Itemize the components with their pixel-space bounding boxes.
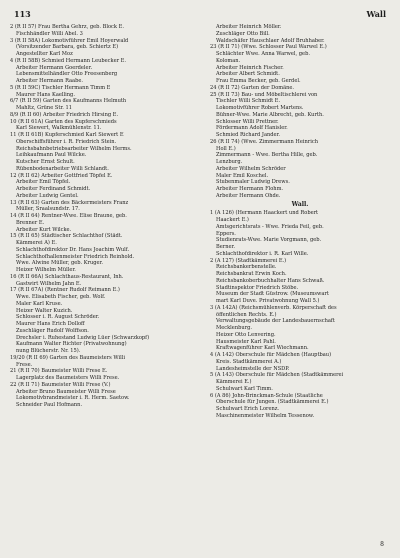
directory-entry-line: Arbeiter Bruno Baumeister Willi Frese [16, 388, 116, 395]
left-column [10, 24, 190, 409]
directory-entry-line: Lenzburg. [216, 159, 243, 165]
directory-entry-line: Kraftwagenführer Karl Wiechmann. [216, 345, 309, 352]
directory-entry-line: Drechsler i. Ruhestand Ludwig Lüer (Schwarzkopf) [16, 334, 150, 341]
directory-entry-line: Stadtinspektor Friedrich Stöbe. [216, 284, 299, 291]
directory-entry-line: Lagerplatz des Baumeisters Willi Frese. [16, 375, 120, 381]
section-heading: Wall. [291, 200, 309, 208]
directory-entry-line: 12 (R II 62) Arbeiter Gottfried Töpfel E. [10, 172, 113, 179]
directory-entry-line: Zuschläger Otto Bill. [216, 30, 270, 37]
directory-entry-line: Schlachthofdirektor i. R. Karl Wille. [216, 250, 309, 257]
page-number: 113 [14, 9, 31, 19]
directory-entry-line: Schlachthofhallenmeister Friedrich Reinhold. [16, 253, 135, 260]
directory-entry-line: Frese. [16, 361, 33, 368]
directory-entry-line: Wwe. Alwine Müller, geb. Kruger. [16, 260, 104, 267]
directory-entry-line: Arbeiter Hermann Raabe. [16, 78, 83, 84]
directory-entry-line: Lokomotivbrandmeister i. R. Herm. Saetow. [16, 395, 130, 402]
directory-entry-line: 5 (A 143) Oberschule für Mädchen (Stadtkämmerei [210, 372, 344, 379]
directory-entry-line: 17 (R II 67A) (Rentner Rudolf Reimann E.) [10, 287, 120, 294]
directory-entry-line: 25 (R II 73) Bau- und Möbeltischlerei von [210, 91, 318, 98]
directory-entry-line: Schmied Richard Jander. [216, 132, 281, 138]
directory-entry-line: Eppers. [216, 230, 236, 237]
directory-entry-line: 23 (R II 71) (Wwe. Schlosser Paul Warwel E.) [210, 44, 327, 51]
directory-entry-line: Schlächter Wwe. Anna Warwel, geb. [216, 51, 310, 57]
directory-entry-line: Bühner-Wwe. Marie Albrecht, geb. Kurth. [216, 111, 324, 118]
directory-entry-line: Oberschule für Jungen. (Stadtkämmerei E.) [216, 399, 329, 406]
directory-entry-line: 21 (R II 70) Baumeister Willi Frese E. [10, 368, 108, 375]
directory-entry-line: Leihkaufmann Paul Wilcke. [16, 152, 87, 159]
directory-entry-line: Museum der Stadt Güstrow. (Museumswart [216, 291, 329, 298]
directory-entry-line: Schlosser i. R. August Schröder. [16, 314, 100, 321]
directory-entry-line: Gastwirt Wilhelm Jahn E. [16, 280, 82, 287]
directory-entry-line: Müller, Sraalsundstr. 17. [16, 206, 80, 213]
directory-entry-line: Karl Siewert, Walkmühlenstr. 11. [16, 125, 102, 132]
directory-entry-line: Kaufmann Walter Richter (Privatwohnung) [16, 341, 127, 348]
directory-entry-line: Fischhändler Willi Abel. 3 [16, 30, 83, 37]
directory-entry-line: Zimmermann - Wwe. Bertha Hille, geb. [216, 152, 318, 159]
directory-entry-line: Amtsgerichtsrats - Wwe. Frieda Feil, geb. [216, 223, 324, 230]
directory-entry-line: Reichsbankoberbuchhalter Hans Schwaß. [216, 277, 325, 284]
directory-entry-line: Wwe. Elisabeth Fischer, geb. Wolf. [16, 294, 106, 300]
right-column [210, 24, 390, 420]
directory-entry-line: 6 (A 86) John-Brinckman-Schule (Staatliche [210, 392, 323, 399]
directory-entry-line: Maurer Hans Erich Dolloff [16, 321, 85, 327]
directory-entry-line: Heizer Walter Kuzich. [16, 307, 73, 314]
directory-entry-line: Schneider Paul Hofmann. [16, 402, 83, 408]
directory-entry-line: Arbeiter Hermann Flohm. [216, 186, 284, 192]
directory-entry-line: 8/9 (R II 60) Arbeiter Friedrich Hirsing E. [10, 111, 119, 118]
directory-entry-line: Angestellter Karl Moz [16, 51, 73, 57]
directory-entry-line: 22 (R II 71) Baumeister Willi Frese (V.) [10, 381, 111, 388]
directory-entry-line: Schlosser Willi Prettner. [216, 118, 279, 125]
directory-entry-line: Koloman. [216, 57, 241, 64]
directory-entry-line: 19/20 (R II 69) Garten des Baumeisters Willi [10, 354, 126, 361]
directory-entry-line: Reichsbahnbetriebsarbeiter Wilhelm Herms. [16, 145, 132, 152]
directory-entry-line: Berner. [216, 244, 235, 250]
directory-entry-line: 5 (R II 59C) Tischler Hermann Timm E [10, 84, 111, 91]
directory-entry-line: 2 (A 127) (Stadtkämmerei E.) [210, 257, 287, 264]
running-title: Wall [366, 9, 386, 19]
directory-entry-line: Maler Karl Kruse. [16, 300, 63, 307]
directory-entry-line: Arbeiter Hermann Ohde. [216, 192, 281, 199]
directory-entry-line: Landesheimstelle der NSDP. [216, 365, 290, 372]
directory-entry-line: Heizer Wilhelm Müller. [16, 267, 76, 273]
directory-entry-line: 4 (R II 58B) Schmied Hermann Leubecker E. [10, 57, 126, 64]
directory-entry-line: 2 (R II 57) Frau Bertha Gehrz, geb. Block E. [10, 24, 124, 30]
directory-entry-line: Arbeiter Emil Töpfel. [16, 179, 71, 186]
directory-entry-line: Reichsbankerbenstelle. [216, 264, 277, 271]
directory-entry-line: Haackert E.) [216, 217, 249, 223]
directory-entry-line: 15 (R II 65) Städtischer Schlachthof (Städt. [10, 233, 123, 240]
directory-entry-line: Kämmerei E.) [216, 379, 252, 385]
directory-entry-line: 1 (A 126) (Hermann Haackert und Robert [210, 210, 319, 217]
directory-entry-line: Studienrats-Wwe. Marie Vorgmann, geb. [216, 237, 322, 244]
directory-entry-line: 10 (R II 61A) Garten des Kupferschmieds [10, 118, 117, 125]
directory-entry-line: 3 (A 142A) (Reichsmühlenverb. Körperschaft des [210, 304, 337, 311]
directory-entry-line: Mecklenburg. [216, 325, 252, 331]
directory-entry-line: 6/7 (R II 59) Garten des Kaufmanns Helmuth [10, 98, 127, 105]
directory-entry-line: mart Karl Duve. Privatwohnung Wall 5.) [216, 298, 320, 304]
directory-entry-line: 24 (R II 72) Garten der Domäne. [210, 84, 295, 91]
page-header [14, 8, 386, 20]
directory-entry-line: Schlachthofdirektor Dr. Hans Joachim Wulf. [16, 246, 130, 253]
directory-entry-line: Verwaltungsgebäude der Landesbauernschaft [216, 318, 335, 325]
directory-entry-line: Schulwart Karl Timm. [216, 385, 273, 392]
directory-entry-line: Arbeiter Hermann Goerdeler. [16, 64, 93, 71]
directory-entry-line: Oberschiffsführer i. R. Friedrich Stein. [16, 138, 117, 145]
footer-mark: 8 [380, 541, 384, 548]
directory-entry-line: Hausmeister Karl Pahl. [216, 338, 276, 345]
directory-entry-line: Lokomotivführer Robert Martens. [216, 105, 304, 111]
directory-entry-line: Arbeiter Kurt Wilcke. [16, 226, 72, 233]
directory-entry-line: Arbeiter Heinrich Möller. [216, 24, 282, 30]
directory-entry-line: 16 (R II 66A) Schlachthaus-Restaurant, Inh. [10, 273, 124, 280]
directory-entry-line: Kämmerei A) E. [16, 240, 57, 246]
directory-entry-line: Schulwart Erich Lorenz. [216, 406, 280, 412]
directory-entry-line: Maler Emil Koschel. [216, 172, 269, 179]
directory-entry-line: Arbeiter Albert Schmidt. [216, 71, 280, 78]
directory-entry-line: 4 (A 142) Oberschule für Mädchen (Hauptbau) [210, 352, 332, 358]
directory-entry-line: Tischler Willi Schmidt E. [216, 98, 281, 105]
directory-entry-line: Arbeiter Ludwig Gentel. [16, 192, 79, 199]
directory-entry-line: Rübenbodenarbeiter Willi Schlandt. [16, 165, 109, 172]
directory-entry-line: Mahltz, Grüne Str. 11 [16, 105, 72, 111]
directory-entry-line: Lebensmittelhändler Otto Freesenberg [16, 71, 118, 78]
directory-entry-line: (Vorsitzender Barbara, geb. Schiertz E) [16, 44, 119, 51]
directory-entry-line: 13 (R II 63) Garten des Bäckermeisters Franz [10, 199, 129, 206]
directory-entry-line: nung Blücherstr. Nr. 15). [16, 348, 81, 354]
directory-entry-line: Arbeiter Heinrich Fischer. [216, 64, 284, 71]
directory-entry-line: Arbeiter Wilhelm Schröder [216, 165, 286, 172]
directory-entry-line: Frau Emma Becker, geb. Gerdel. [216, 78, 301, 84]
directory-entry-line: Holl E.) [216, 145, 236, 152]
directory-entry-line: 14 (R II 64) Rentner-Wwe. Elise Braune, geb. [10, 213, 127, 219]
directory-entry-line: Fördermann Adolf Hanisler. [216, 125, 288, 132]
directory-entry-line: Kreis. Stadtkämmerei A.) [216, 358, 282, 365]
directory-entry-line: 11 (R II 61B) Kupferschmied Karl Siewert E [10, 132, 124, 138]
directory-entry-line: Waldschäfer Hauschlaer Adolf Bruhhaber. [216, 37, 325, 44]
directory-entry-line: Stubenmaler Ludwig Drews. [216, 179, 290, 186]
directory-entry-line: 3 (R II 58A) Lokomotivführer Emil Hoyerwald [10, 37, 129, 44]
directory-entry-line: Heizer Otto Lenvering. [216, 331, 276, 338]
directory-entry-line: Kutscher Ernst Schult. [16, 159, 75, 165]
directory-entry-line: Zuschläger Rudolf Wolffson. [16, 327, 89, 334]
directory-entry-line: Brenner E. [16, 219, 45, 226]
directory-entry-line: Maschinenmeister Wilhelm Tessenow. [216, 412, 315, 419]
directory-entry-line: Maurer Hans Kaelling. [16, 91, 75, 98]
directory-entry-line: Reichsbankrat Erwin Koch. [216, 271, 287, 277]
directory-entry-line: 26 (R II 74) (Wwe. Zimmermann Heinrich [210, 138, 318, 145]
directory-entry-line: Arbeiter Ferdinand Schmidt. [16, 186, 91, 192]
directory-entry-line: öffentlichen Rechts. E.) [216, 311, 277, 318]
